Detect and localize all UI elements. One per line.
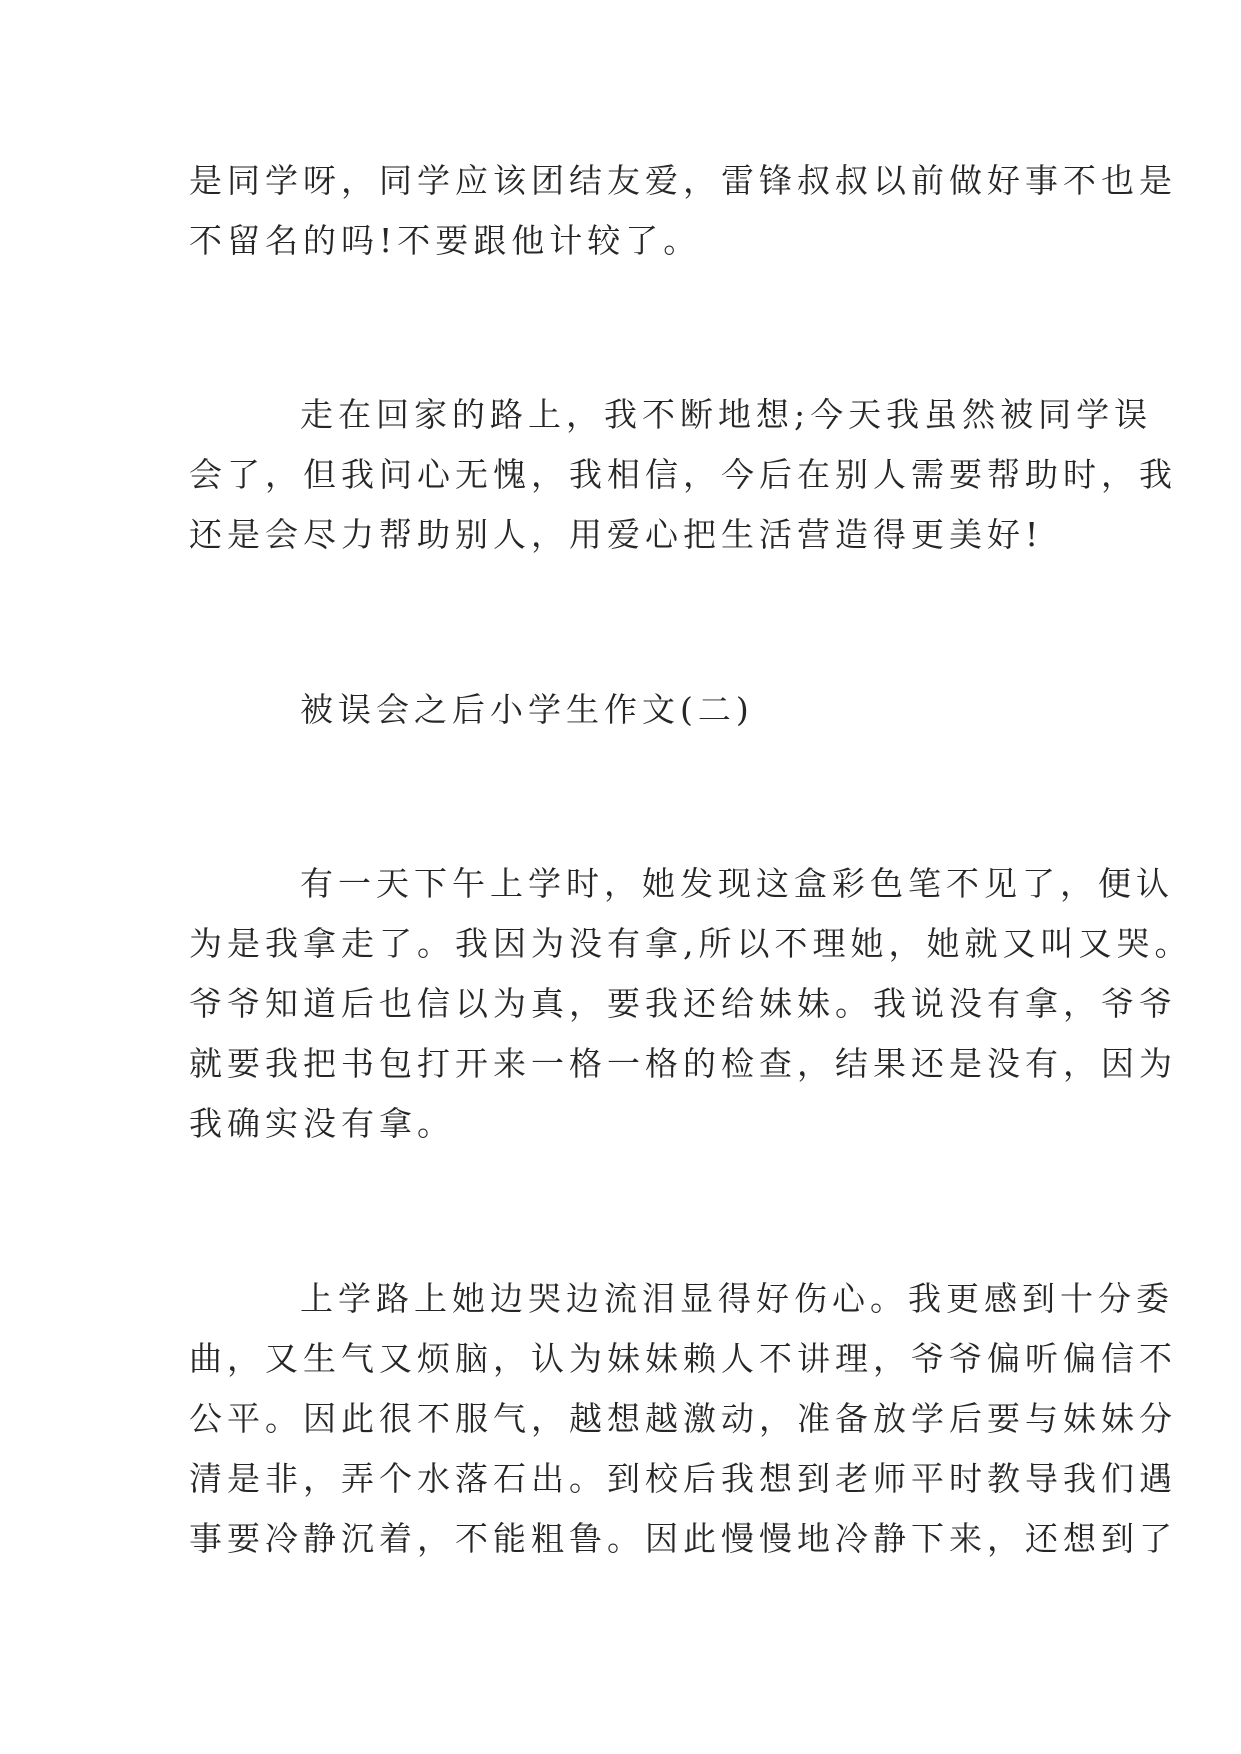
paragraph-4-line-2: 曲，又生气又烦脑，认为妹妹赖人不讲理，爷爷偏听偏信不 bbox=[189, 1339, 1177, 1378]
paragraph-2-line-2: 会了，但我问心无愧，我相信，今后在别人需要帮助时，我 bbox=[189, 455, 1177, 494]
paragraph-3-line-5: 我确实没有拿。 bbox=[189, 1104, 455, 1143]
section-heading: 被误会之后小学生作文(二) bbox=[300, 690, 754, 729]
paragraph-4-line-1: 上学路上她边哭边流泪显得好伤心。我更感到十分委 bbox=[300, 1279, 1174, 1318]
paragraph-2-line-1: 走在回家的路上，我不断地想;今天我虽然被同学误 bbox=[300, 395, 1153, 434]
paragraph-1-line-1: 是同学呀，同学应该团结友爱，雷锋叔叔以前做好事不也是 bbox=[189, 161, 1177, 200]
paragraph-3-line-3: 爷爷知道后也信以为真，要我还给妹妹。我说没有拿，爷爷 bbox=[189, 984, 1177, 1023]
paragraph-2-line-3: 还是会尽力帮助别人，用爱心把生活营造得更美好! bbox=[189, 515, 1044, 554]
paragraph-3-line-2: 为是我拿走了。我因为没有拿,所以不理她，她就又叫又哭。 bbox=[189, 924, 1193, 963]
paragraph-4-line-5: 事要冷静沉着，不能粗鲁。因此慢慢地冷静下来，还想到了 bbox=[189, 1519, 1177, 1558]
paragraph-4-line-3: 公平。因此很不服气，越想越激动，准备放学后要与妹妹分 bbox=[189, 1399, 1177, 1438]
paragraph-1-line-2: 不留名的吗!不要跟他计较了。 bbox=[189, 221, 702, 260]
paragraph-3-line-1: 有一天下午上学时，她发现这盒彩色笔不见了，便认 bbox=[300, 864, 1174, 903]
paragraph-4-line-4: 清是非，弄个水落石出。到校后我想到老师平时教导我们遇 bbox=[189, 1459, 1177, 1498]
paragraph-3-line-4: 就要我把书包打开来一格一格的检查，结果还是没有，因为 bbox=[189, 1044, 1177, 1083]
